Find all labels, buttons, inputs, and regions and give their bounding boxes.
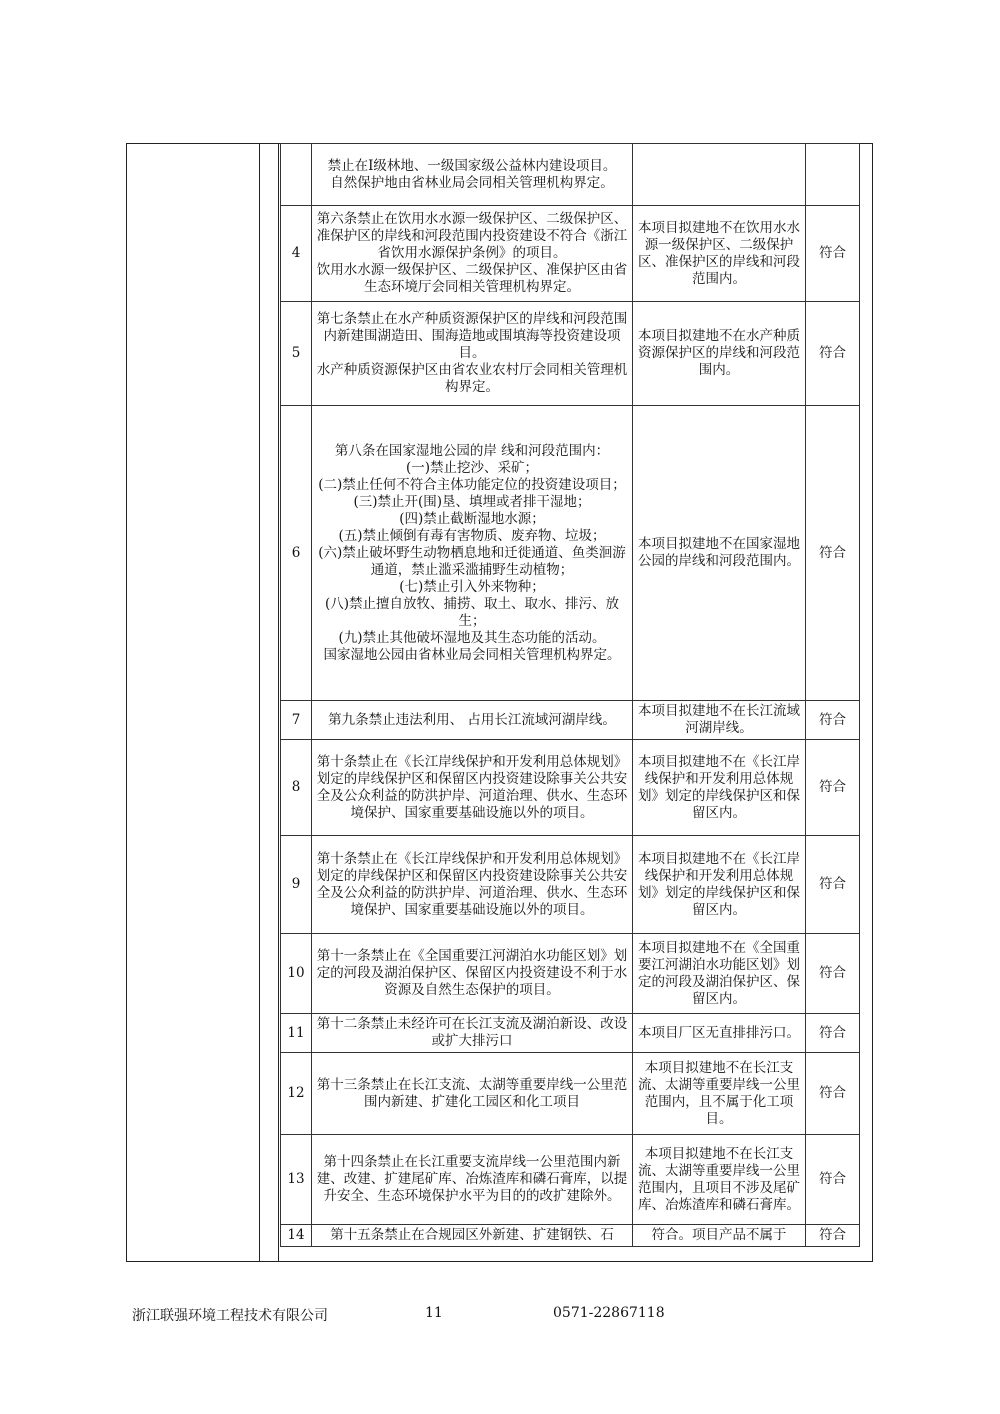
table-row xyxy=(281,1135,860,1225)
row-number: 10 xyxy=(281,934,312,1014)
regulation-text: 第十二条禁止未经许可在长江支流及湖泊新设、改设或扩大排污口 xyxy=(316,1016,628,1049)
regulation-text: 第十五条禁止在合规园区外新建、扩建钢铁、石 xyxy=(330,1227,614,1243)
row-number: 9 xyxy=(281,836,312,934)
analysis-text: 符合。项目产品不属于 xyxy=(651,1227,787,1243)
regulation-text: (三)禁止开(围)垦、填埋或者排干湿地； xyxy=(353,493,591,510)
analysis-text: 本项目拟建地不在《长江岸线保护和开发利用总体规划》划定的岸线保护区和保留区内。 xyxy=(638,850,800,918)
regulation-text: (五)禁止倾倒有毒有害物质、废弃物、垃圾； xyxy=(338,527,606,544)
table-row xyxy=(281,701,860,740)
regulation-content xyxy=(312,836,633,934)
regulation-content xyxy=(312,1014,633,1053)
row-number: 14 xyxy=(281,1225,312,1247)
footer-company: 浙江联强环境工程技术有限公司 xyxy=(132,1308,328,1324)
analysis-text: 本项目拟建地不在《长江岸线保护和开发利用总体规划》划定的岸线保护区和保留区内。 xyxy=(638,753,800,821)
project-analysis xyxy=(633,206,806,302)
row-number: 4 xyxy=(281,206,312,302)
regulation-text: 第十条禁止在《长江岸线保护和开发利用总体规划》划定的岸线保护区和保留区内投资建设除事关公共安全及公众利益的防洪护岸、河道治理、供水、生态环境保护、国家重要基础设施以外的项目。 xyxy=(316,850,628,918)
table-row xyxy=(281,1225,860,1247)
compliance-result: 符合 xyxy=(806,406,860,701)
compliance-result: 符合 xyxy=(806,1053,860,1135)
regulation-content xyxy=(312,302,633,406)
category-column-divider xyxy=(259,143,260,1262)
row-number xyxy=(281,144,312,206)
row-number: 11 xyxy=(281,1014,312,1053)
analysis-text: 本项目厂区无直排排污口。 xyxy=(638,1024,800,1041)
analysis-text: 本项目拟建地不在水产种质资源保护区的岸线和河段范围内。 xyxy=(638,328,800,378)
analysis-text: 本项目拟建地不在长江流域河湖岸线。 xyxy=(638,703,800,736)
regulation-content xyxy=(312,1135,633,1225)
regulation-text: 第十四条禁止在长江重要支流岸线一公里范围内新建、改建、扩建尾矿库、冶炼渣库和磷石膏库，以提升安全、生态环境保护水平为目的的改扩建除外。 xyxy=(316,1154,628,1204)
regulation-text: 饮用水水源一级保护区、二级保护区、准保护区由省生态环境厅会同相关管理机构界定。 xyxy=(316,262,628,295)
regulation-table xyxy=(280,143,860,1247)
row-number: 8 xyxy=(281,740,312,836)
regulation-content xyxy=(312,406,633,701)
row-number: 5 xyxy=(281,302,312,406)
regulation-text: (二)禁止任何不符合主体功能定位的投资建设项目； xyxy=(318,476,626,493)
row-number: 6 xyxy=(281,406,312,701)
analysis-text: 本项目拟建地不在国家湿地公园的岸线和河段范围内。 xyxy=(638,536,800,569)
regulation-text: (九)禁止其他破坏湿地及其生态功能的活动。 xyxy=(338,629,606,646)
project-analysis xyxy=(633,1014,806,1053)
compliance-result: 符合 xyxy=(806,934,860,1014)
project-analysis xyxy=(633,740,806,836)
analysis-text: 本项目拟建地不在长江支流、太湖等重要岸线一公里范围内，且不属于化工项目。 xyxy=(638,1059,800,1127)
regulation-text: 水产种质资源保护区由省农业农村厅会同相关管理机构界定。 xyxy=(316,362,628,395)
table-row xyxy=(281,934,860,1014)
project-analysis xyxy=(633,836,806,934)
project-analysis xyxy=(633,406,806,701)
analysis-text: 本项目拟建地不在长江支流、太湖等重要岸线一公里范围内，且项目不涉及尾矿库、冶炼渣库和磷石膏库。 xyxy=(638,1145,800,1213)
regulation-text: 第十一条禁止在《全国重要江河湖泊水功能区划》划定的河段及湖泊保护区、保留区内投资建设不利于水资源及自然生态保护的项目。 xyxy=(316,948,628,998)
compliance-result: 符合 xyxy=(806,1014,860,1053)
regulation-text: 第六条禁止在饮用水水源一级保护区、二级保护区、准保护区的岸线和河段范围内投资建设不符合《浙江省饮用水源保护条例》的项目。 xyxy=(316,211,628,261)
compliance-result: 符合 xyxy=(806,701,860,740)
regulation-content xyxy=(312,206,633,302)
regulation-text: (七)禁止引入外来物种； xyxy=(399,578,545,595)
table-row xyxy=(281,1053,860,1135)
regulation-content xyxy=(312,1053,633,1135)
regulation-content xyxy=(312,1225,633,1247)
regulation-text: 第十条禁止在《长江岸线保护和开发利用总体规划》划定的岸线保护区和保留区内投资建设除事关公共安全及公众利益的防洪护岸、河道治理、供水、生态环境保护、国家重要基础设施以外的项目。 xyxy=(316,753,628,821)
row-number: 7 xyxy=(281,701,312,740)
regulation-content xyxy=(312,934,633,1014)
regulation-text: 禁止在I级林地、一级国家级公益林内建设项目。 xyxy=(327,157,617,174)
compliance-result: 符合 xyxy=(806,206,860,302)
analysis-text: 本项目拟建地不在饮用水水源一级保护区、二级保护区、准保护区的岸线和河段范围内。 xyxy=(638,219,800,287)
table-row xyxy=(281,1014,860,1053)
compliance-result xyxy=(806,144,860,206)
regulation-text: (四)禁止截断湿地水源； xyxy=(399,510,545,527)
project-analysis xyxy=(633,934,806,1014)
table-row xyxy=(281,406,860,701)
table-row xyxy=(281,836,860,934)
compliance-result: 符合 xyxy=(806,1225,860,1247)
compliance-result: 符合 xyxy=(806,740,860,836)
project-analysis xyxy=(633,701,806,740)
regulation-content xyxy=(312,740,633,836)
regulation-text: (一)禁止挖沙、采矿； xyxy=(405,459,539,476)
compliance-result: 符合 xyxy=(806,302,860,406)
project-analysis xyxy=(633,302,806,406)
footer-phone: 0571-22867118 xyxy=(553,1305,665,1321)
table-row xyxy=(281,302,860,406)
regulation-text: 第八条在国家湿地公园的岸 线和河段范围内： xyxy=(334,442,610,459)
regulation-text: 第九条禁止违法利用、 占用长江流域河湖岸线。 xyxy=(328,711,616,728)
regulation-text: 第十三条禁止在长江支流、太湖等重要岸线一公里范围内新建、扩建化工园区和化工项目 xyxy=(316,1076,628,1110)
project-analysis xyxy=(633,1225,806,1247)
project-analysis xyxy=(633,1053,806,1135)
compliance-result: 符合 xyxy=(806,836,860,934)
regulation-content xyxy=(312,144,633,206)
project-analysis xyxy=(633,1135,806,1225)
project-analysis xyxy=(633,144,806,206)
row-number: 12 xyxy=(281,1053,312,1135)
compliance-result: 符合 xyxy=(806,1135,860,1225)
table-row xyxy=(281,740,860,836)
regulation-text: 第七条禁止在水产种质资源保护区的岸线和河段范围内新建围湖造田、围海造地或围填海等投资建设项目。 xyxy=(316,311,628,361)
footer-page-number: 11 xyxy=(425,1305,443,1321)
row-number: 13 xyxy=(281,1135,312,1225)
subcategory-column-divider xyxy=(278,143,279,1262)
regulation-text: (六)禁止破坏野生动物栖息地和迁徙通道、鱼类洄游通道，禁止滥采滥捕野生动植物； xyxy=(318,544,626,578)
table-row xyxy=(281,206,860,302)
regulation-content xyxy=(312,701,633,740)
regulation-text: (八)禁止擅自放牧、捕捞、取土、取水、排污、放生； xyxy=(324,595,620,629)
analysis-text: 本项目拟建地不在《全国重要江河湖泊水功能区划》划定的河段及湖泊保护区、保留区内。 xyxy=(638,939,800,1007)
regulation-text: 国家湿地公园由省林业局会同相关管理机构界定。 xyxy=(323,646,621,663)
table-row xyxy=(281,144,860,206)
regulation-text: 自然保护地由省林业局会同相关管理机构界定。 xyxy=(330,174,614,191)
